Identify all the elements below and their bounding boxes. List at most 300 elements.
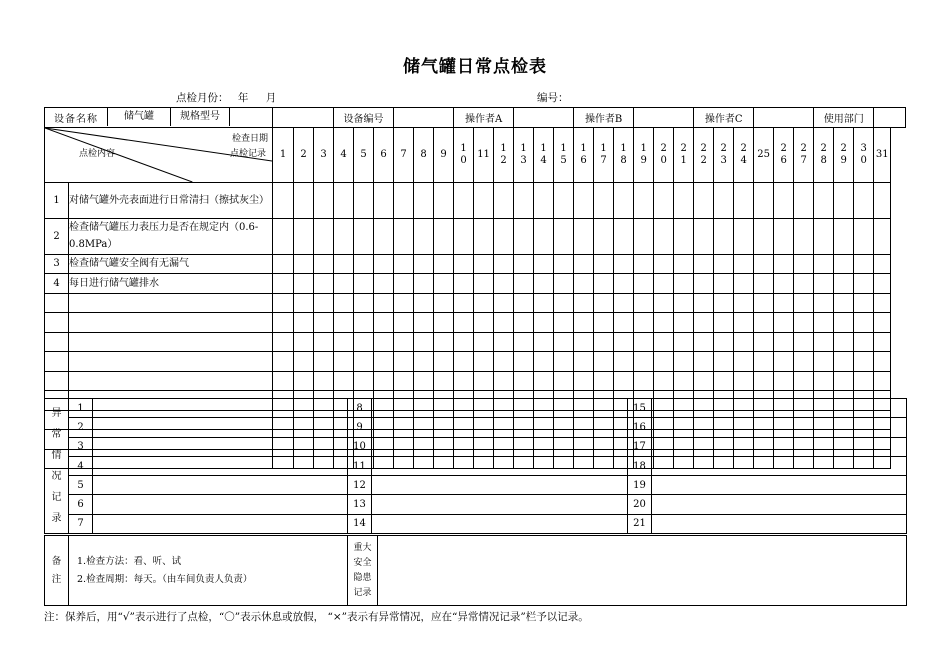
check-cell[interactable] [514, 371, 534, 391]
check-cell[interactable] [374, 274, 394, 294]
check-cell[interactable] [614, 352, 634, 372]
check-cell[interactable] [294, 313, 314, 333]
check-cell[interactable] [814, 352, 834, 372]
check-cell[interactable] [434, 254, 454, 274]
check-cell[interactable] [694, 313, 714, 333]
check-cell[interactable] [494, 254, 514, 274]
check-cell[interactable] [514, 182, 534, 218]
check-cell[interactable] [754, 293, 774, 313]
check-cell[interactable] [334, 313, 354, 333]
check-cell[interactable] [674, 254, 694, 274]
check-cell[interactable] [834, 371, 854, 391]
check-cell[interactable] [474, 293, 494, 313]
check-cell[interactable] [514, 254, 534, 274]
check-cell[interactable] [834, 182, 854, 218]
check-cell[interactable] [654, 371, 674, 391]
check-cell[interactable] [694, 218, 714, 254]
check-cell[interactable] [614, 313, 634, 333]
check-cell[interactable] [454, 218, 474, 254]
check-cell[interactable] [794, 293, 814, 313]
check-cell[interactable] [574, 332, 594, 352]
check-cell[interactable] [694, 182, 714, 218]
check-cell[interactable] [534, 332, 554, 352]
check-cell[interactable] [514, 352, 534, 372]
check-cell[interactable] [694, 371, 714, 391]
check-cell[interactable] [774, 274, 794, 294]
check-cell[interactable] [814, 293, 834, 313]
abnormal-entry[interactable] [93, 476, 348, 495]
check-cell[interactable] [534, 293, 554, 313]
check-cell[interactable] [554, 352, 574, 372]
check-cell[interactable] [434, 352, 454, 372]
check-cell[interactable] [874, 313, 891, 333]
check-cell[interactable] [454, 274, 474, 294]
check-cell[interactable] [454, 371, 474, 391]
check-cell[interactable] [874, 332, 891, 352]
check-cell[interactable] [854, 332, 874, 352]
check-cell[interactable] [674, 218, 694, 254]
check-cell[interactable] [794, 332, 814, 352]
check-cell[interactable] [574, 293, 594, 313]
check-cell[interactable] [314, 182, 334, 218]
check-cell[interactable] [874, 274, 891, 294]
check-cell[interactable] [734, 254, 754, 274]
check-cell[interactable] [594, 293, 614, 313]
check-cell[interactable] [854, 371, 874, 391]
check-cell[interactable] [554, 332, 574, 352]
check-cell[interactable] [674, 352, 694, 372]
check-cell[interactable] [374, 313, 394, 333]
check-cell[interactable] [834, 254, 854, 274]
check-cell[interactable] [494, 218, 514, 254]
check-cell[interactable] [574, 352, 594, 372]
check-cell[interactable] [454, 352, 474, 372]
check-cell[interactable] [394, 218, 414, 254]
check-cell[interactable] [754, 352, 774, 372]
check-cell[interactable] [514, 274, 534, 294]
check-cell[interactable] [714, 313, 734, 333]
check-cell[interactable] [554, 218, 574, 254]
check-cell[interactable] [374, 254, 394, 274]
check-cell[interactable] [454, 313, 474, 333]
check-cell[interactable] [534, 182, 554, 218]
check-cell[interactable] [694, 352, 714, 372]
check-cell[interactable] [354, 254, 374, 274]
check-cell[interactable] [414, 371, 434, 391]
abnormal-entry[interactable] [652, 456, 907, 475]
check-cell[interactable] [474, 254, 494, 274]
check-cell[interactable] [273, 182, 294, 218]
check-cell[interactable] [814, 254, 834, 274]
check-cell[interactable] [674, 274, 694, 294]
check-cell[interactable] [714, 274, 734, 294]
check-cell[interactable] [634, 274, 654, 294]
check-cell[interactable] [314, 313, 334, 333]
check-cell[interactable] [294, 182, 314, 218]
check-cell[interactable] [294, 254, 314, 274]
check-cell[interactable] [574, 182, 594, 218]
check-cell[interactable] [394, 254, 414, 274]
check-cell[interactable] [534, 218, 554, 254]
check-cell[interactable] [273, 218, 294, 254]
check-cell[interactable] [674, 293, 694, 313]
check-cell[interactable] [494, 332, 514, 352]
check-cell[interactable] [834, 218, 854, 254]
abnormal-entry[interactable] [372, 456, 628, 475]
abnormal-entry[interactable] [93, 418, 348, 437]
check-cell[interactable] [754, 274, 774, 294]
check-cell[interactable] [794, 182, 814, 218]
abnormal-entry[interactable] [372, 514, 628, 533]
check-cell[interactable] [314, 293, 334, 313]
check-cell[interactable] [874, 293, 891, 313]
check-cell[interactable] [774, 293, 794, 313]
check-cell[interactable] [674, 332, 694, 352]
check-cell[interactable] [734, 352, 754, 372]
check-cell[interactable] [774, 313, 794, 333]
check-cell[interactable] [314, 254, 334, 274]
check-cell[interactable] [434, 218, 454, 254]
check-cell[interactable] [874, 371, 891, 391]
check-cell[interactable] [394, 293, 414, 313]
check-cell[interactable] [494, 182, 514, 218]
check-cell[interactable] [814, 332, 834, 352]
check-cell[interactable] [394, 371, 414, 391]
check-cell[interactable] [374, 371, 394, 391]
check-cell[interactable] [634, 352, 654, 372]
check-cell[interactable] [794, 218, 814, 254]
check-cell[interactable] [574, 371, 594, 391]
check-cell[interactable] [514, 218, 534, 254]
check-cell[interactable] [714, 182, 734, 218]
check-cell[interactable] [554, 371, 574, 391]
check-cell[interactable] [534, 313, 554, 333]
check-cell[interactable] [714, 254, 734, 274]
check-cell[interactable] [354, 274, 374, 294]
check-cell[interactable] [514, 313, 534, 333]
check-cell[interactable] [434, 371, 454, 391]
check-cell[interactable] [354, 313, 374, 333]
abnormal-entry[interactable] [93, 456, 348, 475]
check-cell[interactable] [854, 218, 874, 254]
check-cell[interactable] [634, 332, 654, 352]
check-cell[interactable] [594, 352, 614, 372]
check-cell[interactable] [594, 313, 614, 333]
check-cell[interactable] [414, 218, 434, 254]
check-cell[interactable] [754, 218, 774, 254]
check-cell[interactable] [814, 274, 834, 294]
check-cell[interactable] [394, 332, 414, 352]
check-cell[interactable] [334, 182, 354, 218]
check-cell[interactable] [794, 254, 814, 274]
check-cell[interactable] [334, 293, 354, 313]
check-cell[interactable] [314, 274, 334, 294]
check-cell[interactable] [273, 371, 294, 391]
check-cell[interactable] [854, 352, 874, 372]
check-cell[interactable] [574, 274, 594, 294]
check-cell[interactable] [754, 332, 774, 352]
check-cell[interactable] [774, 254, 794, 274]
check-cell[interactable] [614, 254, 634, 274]
check-cell[interactable] [614, 218, 634, 254]
check-cell[interactable] [474, 352, 494, 372]
check-cell[interactable] [854, 313, 874, 333]
check-cell[interactable] [514, 293, 534, 313]
check-cell[interactable] [354, 182, 374, 218]
check-cell[interactable] [714, 293, 734, 313]
check-cell[interactable] [754, 182, 774, 218]
check-cell[interactable] [354, 352, 374, 372]
abnormal-entry[interactable] [372, 399, 628, 418]
check-cell[interactable] [354, 332, 374, 352]
check-cell[interactable] [794, 274, 814, 294]
check-cell[interactable] [814, 313, 834, 333]
check-cell[interactable] [674, 371, 694, 391]
check-cell[interactable] [754, 313, 774, 333]
check-cell[interactable] [734, 274, 754, 294]
check-cell[interactable] [574, 218, 594, 254]
check-cell[interactable] [654, 313, 674, 333]
check-cell[interactable] [294, 293, 314, 313]
check-cell[interactable] [874, 218, 891, 254]
check-cell[interactable] [734, 218, 754, 254]
check-cell[interactable] [854, 274, 874, 294]
abnormal-entry[interactable] [652, 476, 907, 495]
abnormal-entry[interactable] [93, 514, 348, 533]
check-cell[interactable] [374, 293, 394, 313]
check-cell[interactable] [334, 254, 354, 274]
check-cell[interactable] [374, 182, 394, 218]
check-cell[interactable] [874, 352, 891, 372]
check-cell[interactable] [273, 313, 294, 333]
check-cell[interactable] [634, 254, 654, 274]
check-cell[interactable] [814, 371, 834, 391]
check-cell[interactable] [434, 293, 454, 313]
check-cell[interactable] [294, 218, 314, 254]
check-cell[interactable] [634, 182, 654, 218]
check-cell[interactable] [834, 313, 854, 333]
check-cell[interactable] [294, 332, 314, 352]
check-cell[interactable] [794, 313, 814, 333]
check-cell[interactable] [374, 332, 394, 352]
check-cell[interactable] [414, 182, 434, 218]
check-cell[interactable] [494, 313, 514, 333]
check-cell[interactable] [314, 218, 334, 254]
check-cell[interactable] [454, 332, 474, 352]
check-cell[interactable] [394, 274, 414, 294]
check-cell[interactable] [454, 293, 474, 313]
check-cell[interactable] [273, 274, 294, 294]
check-cell[interactable] [454, 182, 474, 218]
check-cell[interactable] [754, 254, 774, 274]
check-cell[interactable] [654, 332, 674, 352]
check-cell[interactable] [734, 371, 754, 391]
check-cell[interactable] [474, 182, 494, 218]
check-cell[interactable] [734, 293, 754, 313]
abnormal-entry[interactable] [93, 437, 348, 456]
abnormal-entry[interactable] [372, 476, 628, 495]
check-cell[interactable] [694, 254, 714, 274]
check-cell[interactable] [434, 313, 454, 333]
check-cell[interactable] [594, 254, 614, 274]
check-cell[interactable] [334, 332, 354, 352]
check-cell[interactable] [714, 332, 734, 352]
check-cell[interactable] [734, 332, 754, 352]
check-cell[interactable] [294, 274, 314, 294]
check-cell[interactable] [273, 352, 294, 372]
check-cell[interactable] [554, 313, 574, 333]
check-cell[interactable] [654, 352, 674, 372]
check-cell[interactable] [674, 313, 694, 333]
abnormal-entry[interactable] [652, 399, 907, 418]
check-cell[interactable] [674, 182, 694, 218]
check-cell[interactable] [554, 182, 574, 218]
check-cell[interactable] [614, 274, 634, 294]
check-cell[interactable] [734, 182, 754, 218]
check-cell[interactable] [794, 352, 814, 372]
check-cell[interactable] [834, 332, 854, 352]
check-cell[interactable] [654, 274, 674, 294]
check-cell[interactable] [414, 293, 434, 313]
check-cell[interactable] [394, 313, 414, 333]
check-cell[interactable] [354, 293, 374, 313]
check-cell[interactable] [594, 371, 614, 391]
abnormal-entry[interactable] [372, 495, 628, 514]
check-cell[interactable] [734, 313, 754, 333]
abnormal-entry[interactable] [652, 495, 907, 514]
check-cell[interactable] [814, 182, 834, 218]
abnormal-entry[interactable] [93, 399, 348, 418]
check-cell[interactable] [854, 254, 874, 274]
check-cell[interactable] [714, 352, 734, 372]
check-cell[interactable] [454, 254, 474, 274]
check-cell[interactable] [374, 352, 394, 372]
check-cell[interactable] [774, 182, 794, 218]
check-cell[interactable] [594, 182, 614, 218]
check-cell[interactable] [494, 293, 514, 313]
check-cell[interactable] [474, 274, 494, 294]
check-cell[interactable] [414, 352, 434, 372]
check-cell[interactable] [414, 313, 434, 333]
check-cell[interactable] [694, 274, 714, 294]
check-cell[interactable] [774, 218, 794, 254]
check-cell[interactable] [494, 371, 514, 391]
check-cell[interactable] [514, 332, 534, 352]
check-cell[interactable] [834, 274, 854, 294]
check-cell[interactable] [834, 293, 854, 313]
check-cell[interactable] [694, 332, 714, 352]
abnormal-entry[interactable] [372, 418, 628, 437]
check-cell[interactable] [354, 371, 374, 391]
check-cell[interactable] [614, 332, 634, 352]
check-cell[interactable] [394, 352, 414, 372]
check-cell[interactable] [654, 254, 674, 274]
check-cell[interactable] [273, 293, 294, 313]
check-cell[interactable] [434, 274, 454, 294]
check-cell[interactable] [614, 182, 634, 218]
check-cell[interactable] [314, 371, 334, 391]
check-cell[interactable] [654, 293, 674, 313]
check-cell[interactable] [374, 218, 394, 254]
check-cell[interactable] [273, 254, 294, 274]
check-cell[interactable] [474, 332, 494, 352]
check-cell[interactable] [614, 371, 634, 391]
check-cell[interactable] [614, 293, 634, 313]
hazard-record-cell[interactable] [378, 536, 907, 606]
check-cell[interactable] [474, 371, 494, 391]
check-cell[interactable] [414, 254, 434, 274]
check-cell[interactable] [834, 352, 854, 372]
check-cell[interactable] [494, 274, 514, 294]
check-cell[interactable] [434, 332, 454, 352]
abnormal-entry[interactable] [372, 437, 628, 456]
check-cell[interactable] [654, 218, 674, 254]
check-cell[interactable] [414, 332, 434, 352]
check-cell[interactable] [634, 371, 654, 391]
check-cell[interactable] [294, 371, 314, 391]
check-cell[interactable] [554, 274, 574, 294]
check-cell[interactable] [874, 182, 891, 218]
check-cell[interactable] [534, 274, 554, 294]
check-cell[interactable] [774, 352, 794, 372]
check-cell[interactable] [594, 274, 614, 294]
check-cell[interactable] [474, 313, 494, 333]
check-cell[interactable] [534, 254, 554, 274]
check-cell[interactable] [334, 218, 354, 254]
check-cell[interactable] [574, 313, 594, 333]
check-cell[interactable] [434, 182, 454, 218]
check-cell[interactable] [634, 293, 654, 313]
check-cell[interactable] [694, 293, 714, 313]
check-cell[interactable] [774, 332, 794, 352]
check-cell[interactable] [574, 254, 594, 274]
check-cell[interactable] [594, 332, 614, 352]
check-cell[interactable] [774, 371, 794, 391]
check-cell[interactable] [334, 274, 354, 294]
abnormal-entry[interactable] [652, 437, 907, 456]
check-cell[interactable] [654, 182, 674, 218]
check-cell[interactable] [634, 313, 654, 333]
check-cell[interactable] [354, 218, 374, 254]
check-cell[interactable] [534, 352, 554, 372]
check-cell[interactable] [334, 371, 354, 391]
abnormal-entry[interactable] [93, 495, 348, 514]
check-cell[interactable] [854, 293, 874, 313]
check-cell[interactable] [534, 371, 554, 391]
check-cell[interactable] [754, 371, 774, 391]
check-cell[interactable] [634, 218, 654, 254]
check-cell[interactable] [494, 352, 514, 372]
abnormal-entry[interactable] [652, 514, 907, 533]
check-cell[interactable] [314, 352, 334, 372]
check-cell[interactable] [394, 182, 414, 218]
check-cell[interactable] [474, 218, 494, 254]
abnormal-entry[interactable] [652, 418, 907, 437]
check-cell[interactable] [814, 218, 834, 254]
check-cell[interactable] [854, 182, 874, 218]
check-cell[interactable] [794, 371, 814, 391]
check-cell[interactable] [554, 293, 574, 313]
check-cell[interactable] [414, 274, 434, 294]
check-cell[interactable] [273, 332, 294, 352]
check-cell[interactable] [594, 218, 614, 254]
check-cell[interactable] [294, 352, 314, 372]
check-cell[interactable] [334, 352, 354, 372]
check-cell[interactable] [874, 254, 891, 274]
check-cell[interactable] [554, 254, 574, 274]
check-cell[interactable] [714, 371, 734, 391]
check-cell[interactable] [314, 332, 334, 352]
